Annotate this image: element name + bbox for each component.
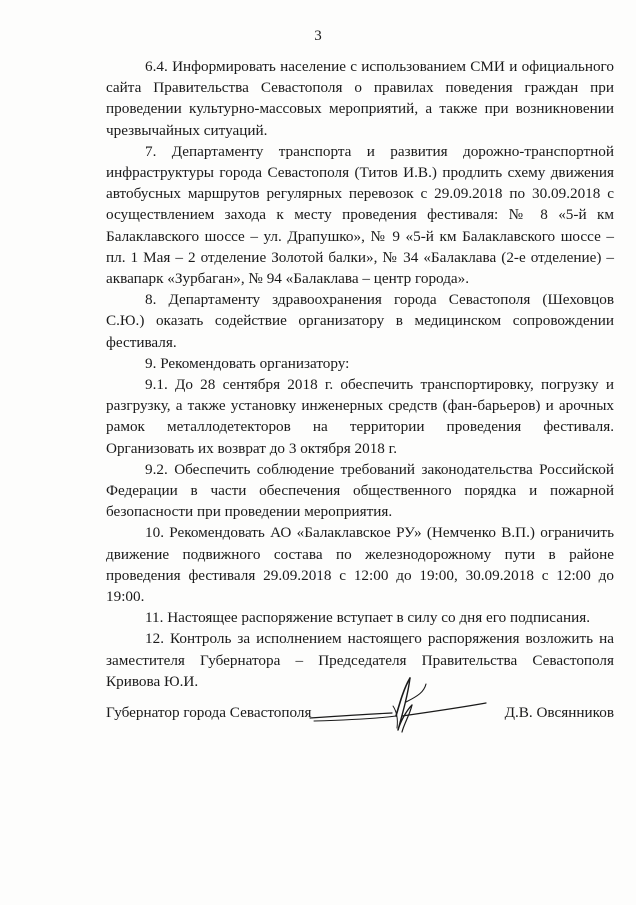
- handwritten-signature: [300, 672, 490, 742]
- paragraph-9-2: 9.2. Обеспечить соблюдение требований законодательства Российской Федерации в части обеспечения общественного порядка и пожарной безопасности при проведении мероприятия.: [106, 460, 614, 521]
- paragraph-6-4: 6.4. Информировать население с использованием СМИ и официального сайта Правительства Севастополя о правилах поведения граждан при проведении культурно-массовых мероприятий, а также при возникновении чрезвычайных ситуаций.: [106, 58, 614, 139]
- paragraph-8: 8. Департаменту здравоохранения города Севастополя (Шеховцов С.Ю.) оказать содействие организатору в медицинском сопровождении фестиваля.: [106, 291, 614, 351]
- paragraph-10: 10. Рекомендовать АО «Балаклавское РУ» (Немченко В.П.) ограничить движение подвижного состава по железнодорожному пути в районе проведения фестиваля 29.09.2018 с 12:00 до 19:00, 30.09.2018 с 12:00 до 19:00.: [106, 524, 614, 606]
- paragraph-9-1: 9.1. До 28 сентября 2018 г. обеспечить транспортировку, погрузку и разгрузку, а также установку инженерных средств (фан-барьеров) и арочных рамок металлодетекторов на территории проведения фестиваля. Организовать их возврат до 3 октября 2018 г.: [106, 376, 614, 457]
- paragraph-12: 12. Контроль за исполнением настоящего распоряжения возложить на заместителя Губернатора – Председателя Правительства Севастополя Кривова Ю.И.: [106, 630, 614, 690]
- paragraph-11: 11. Настоящее распоряжение вступает в силу со дня его подписания.: [145, 609, 590, 627]
- page-number: 3: [314, 28, 322, 44]
- signatory-name: Д.В. Овсянников: [504, 704, 614, 721]
- paragraph-9: 9. Рекомендовать организатору:: [145, 354, 350, 372]
- signatory-title: Губернатор города Севастополя: [106, 704, 312, 721]
- paragraph-7: 7. Департаменту транспорта и развития дорожно-транспортной инфраструктуры города Севастополя (Титов И.В.) продлить схему движения автобусных маршрутов регулярных перевозок с 29.09.2018 по 30.09.2018 с осуществлением захода к месту проведения фестиваля: № 8 «5-й км Балаклавского шоссе – ул. Драпушко», № 9 «5-й км Балаклавского шоссе – пл. 1 Мая – 2 отделение Золотой балки», № 34 «Балаклава (2-е отделение) – аквапарк «Зурбаган», № 94 «Балаклава – центр города».: [106, 142, 614, 288]
- document-body: [106, 56, 614, 692]
